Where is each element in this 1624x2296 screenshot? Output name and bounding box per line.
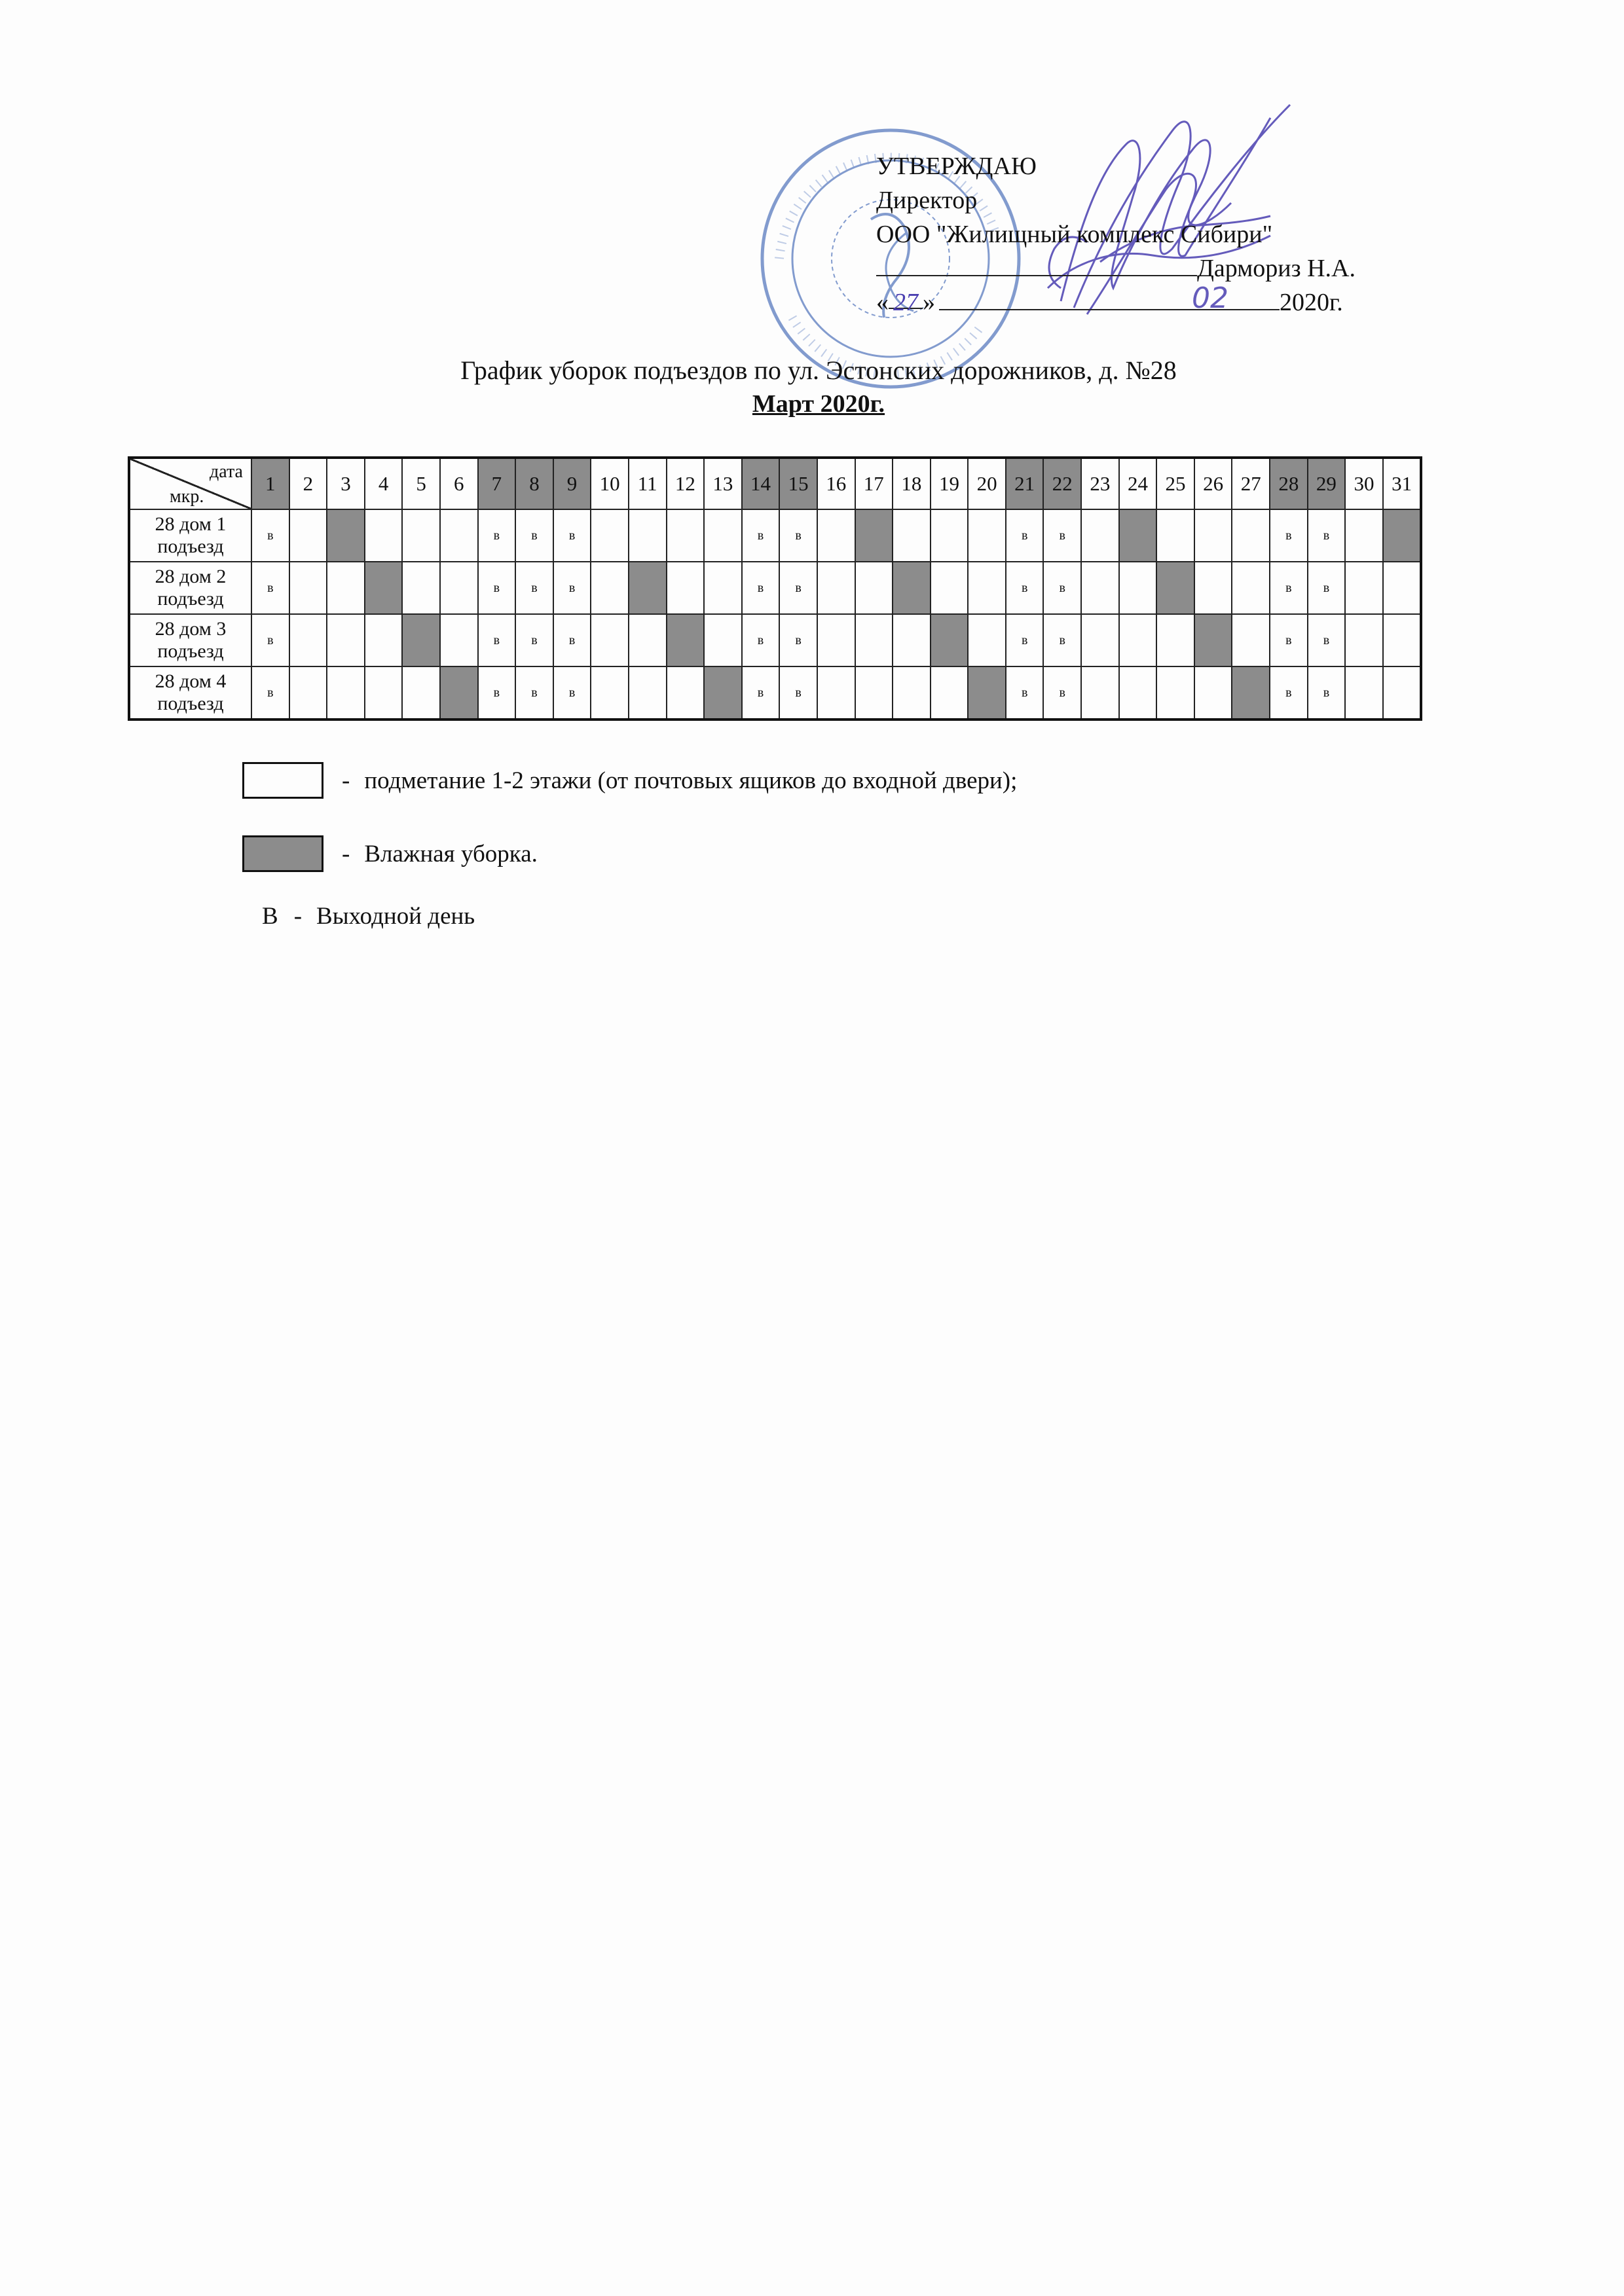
legend-wet [242,835,538,872]
day-off-cell: в [1006,666,1044,720]
sweep-cell [968,614,1006,666]
approval-signer-line [876,251,1374,285]
legend-gray-box [242,835,323,872]
row-label: 28 дом 2 подъезд [129,562,251,614]
day-header: 3 [327,458,365,509]
day-off-cell: в [478,614,516,666]
day-header: 23 [1081,458,1119,509]
sweep-cell [855,666,893,720]
day-header: 2 [289,458,327,509]
day-header: 21 [1006,458,1044,509]
approval-block [876,149,1374,319]
day-off-cell: в [478,562,516,614]
approval-company: ООО "Жилищный комплекс Сибири" [876,221,1273,248]
sweep-cell [1156,509,1194,562]
legend-dash: - [342,840,350,867]
legend-sweep [242,762,1017,799]
day-off-cell: в [1308,562,1346,614]
signature-line [876,253,1197,276]
day-header: 5 [402,458,440,509]
sweep-cell [667,562,705,614]
day-header: 1 [251,458,289,509]
sweep-cell [931,562,969,614]
page-subtitle: Март 2020г. [752,390,885,418]
day-header: 15 [779,458,817,509]
sweep-cell [591,562,629,614]
day-off-cell: в [742,666,780,720]
day-off-cell: в [779,614,817,666]
sweep-cell [1345,562,1383,614]
day-header: 16 [817,458,855,509]
day-header: 12 [667,458,705,509]
sweep-cell [327,666,365,720]
table-row [129,509,1421,562]
sweep-cell [591,614,629,666]
sweep-cell [1081,509,1119,562]
day-off-cell: в [1270,509,1308,562]
sweep-cell [289,509,327,562]
day-off-cell: в [1308,509,1346,562]
day-header: 28 [1270,458,1308,509]
sweep-cell [704,562,742,614]
sweep-cell [402,562,440,614]
wet-cleaning-cell [1383,509,1422,562]
day-off-cell: в [1270,562,1308,614]
page-title: График уборок подъездов по ул. Эстонских дорожников, д. №28 [460,355,1177,385]
sweep-cell [1232,509,1270,562]
day-off-cell: в [1043,509,1081,562]
sweep-cell [440,509,478,562]
wet-cleaning-cell [1156,562,1194,614]
sweep-cell [629,666,667,720]
wet-cleaning-cell [402,614,440,666]
sweep-cell [1081,614,1119,666]
header-corner [129,458,251,509]
day-off-cell: в [1006,614,1044,666]
sweep-cell [1345,509,1383,562]
row-label: 28 дом 1 подъезд [129,509,251,562]
sweep-cell [817,614,855,666]
day-off-cell: в [779,509,817,562]
corner-date-label: дата [210,462,243,482]
sweep-cell [893,614,931,666]
day-off-cell: в [478,509,516,562]
legend-dayoff-text: Выходной день [316,903,475,930]
day-off-cell: в [742,509,780,562]
day-header: 20 [968,458,1006,509]
day-off-cell: в [779,562,817,614]
wet-cleaning-cell [440,666,478,720]
approval-heading: УТВЕРЖДАЮ [876,153,1037,180]
day-header: 14 [742,458,780,509]
legend-dash: - [293,903,303,930]
date-year: 2020г. [1280,289,1343,316]
sweep-cell [402,666,440,720]
legend-dayoff [262,902,475,930]
day-header: 4 [365,458,403,509]
day-off-cell: в [515,562,553,614]
legend-dayoff-letter: В [262,903,278,930]
day-off-cell: в [478,666,516,720]
sweep-cell [1345,614,1383,666]
wet-cleaning-cell [327,509,365,562]
day-header: 26 [1194,458,1232,509]
sweep-cell [667,666,705,720]
day-header: 30 [1345,458,1383,509]
sweep-cell [1383,666,1422,720]
sweep-cell [1119,614,1157,666]
sweep-cell [289,666,327,720]
sweep-cell [629,614,667,666]
day-header: 18 [893,458,931,509]
sweep-cell [629,509,667,562]
day-off-cell: в [251,614,289,666]
legend-wet-text: Влажная уборка. [364,840,538,867]
sweep-cell [817,562,855,614]
day-off-cell: в [515,614,553,666]
day-off-cell: в [779,666,817,720]
day-header: 17 [855,458,893,509]
day-header: 22 [1043,458,1081,509]
day-header: 9 [553,458,591,509]
sweep-cell [704,614,742,666]
day-off-cell: в [553,509,591,562]
day-off-cell: в [251,666,289,720]
day-off-cell: в [553,614,591,666]
sweep-cell [1194,562,1232,614]
day-header: 6 [440,458,478,509]
day-off-cell: в [1043,614,1081,666]
svg-text:02: 02 [1192,282,1228,315]
sweep-cell [855,562,893,614]
row-label: 28 дом 3 подъезд [129,614,251,666]
date-day: 27 [889,285,923,309]
wet-cleaning-cell [365,562,403,614]
sweep-cell [289,562,327,614]
wet-cleaning-cell [1119,509,1157,562]
approval-date [876,285,1374,319]
sweep-cell [1156,614,1194,666]
wet-cleaning-cell [667,614,705,666]
day-off-cell: в [1270,614,1308,666]
date-quote-close: » [923,289,935,316]
sweep-cell [1119,562,1157,614]
sweep-cell [1156,666,1194,720]
sweep-cell [1232,562,1270,614]
sweep-cell [968,562,1006,614]
sweep-cell [402,509,440,562]
sweep-cell [817,509,855,562]
day-off-cell: в [1043,666,1081,720]
legend-dash: - [342,767,350,794]
sweep-cell [817,666,855,720]
day-header: 24 [1119,458,1157,509]
cleaning-schedule-table [128,456,1422,721]
day-off-cell: в [515,666,553,720]
wet-cleaning-cell [1232,666,1270,720]
day-off-cell: в [1270,666,1308,720]
sweep-cell [440,562,478,614]
day-header: 10 [591,458,629,509]
day-off-cell: в [1308,614,1346,666]
day-off-cell: в [742,614,780,666]
sweep-cell [704,509,742,562]
sweep-cell [1194,666,1232,720]
day-off-cell: в [742,562,780,614]
sweep-cell [855,614,893,666]
day-header: 19 [931,458,969,509]
wet-cleaning-cell [931,614,969,666]
day-off-cell: в [1308,666,1346,720]
sweep-cell [365,614,403,666]
sweep-cell [1383,614,1422,666]
wet-cleaning-cell [629,562,667,614]
sweep-cell [893,666,931,720]
date-quote-open: « [876,289,889,316]
day-header: 27 [1232,458,1270,509]
sweep-cell [591,509,629,562]
day-off-cell: в [1006,562,1044,614]
sweep-cell [1232,614,1270,666]
day-header: 11 [629,458,667,509]
sweep-cell [327,614,365,666]
sweep-cell [893,509,931,562]
sweep-cell [931,666,969,720]
day-off-cell: в [251,509,289,562]
header-row [129,458,1421,509]
sweep-cell [1081,562,1119,614]
legend-sweep-text: подметание 1-2 этажи (от почтовых ящиков до входной двери); [364,767,1018,794]
day-off-cell: в [515,509,553,562]
wet-cleaning-cell [893,562,931,614]
sweep-cell [365,509,403,562]
day-header: 31 [1383,458,1422,509]
sweep-cell [1194,509,1232,562]
table-row [129,562,1421,614]
day-off-cell: в [1043,562,1081,614]
sweep-cell [667,509,705,562]
title-block [0,354,1624,420]
sweep-cell [968,509,1006,562]
day-off-cell: в [553,666,591,720]
sweep-cell [365,666,403,720]
sweep-cell [1119,666,1157,720]
sweep-cell [931,509,969,562]
approval-signer: Дармориз Н.А. [1197,255,1356,282]
sweep-cell [1081,666,1119,720]
wet-cleaning-cell [968,666,1006,720]
wet-cleaning-cell [1194,614,1232,666]
day-off-cell: в [1006,509,1044,562]
day-header: 7 [478,458,516,509]
wet-cleaning-cell [855,509,893,562]
date-month-line [939,287,1280,310]
sweep-cell [327,562,365,614]
day-off-cell: в [251,562,289,614]
legend-white-box [242,762,323,799]
wet-cleaning-cell [704,666,742,720]
sweep-cell [591,666,629,720]
table-row [129,666,1421,720]
day-header: 13 [704,458,742,509]
corner-district-label: мкр. [170,486,204,507]
table-row [129,614,1421,666]
sweep-cell [289,614,327,666]
day-header: 25 [1156,458,1194,509]
day-header: 29 [1308,458,1346,509]
approval-position: Директор [876,187,978,214]
sweep-cell [1345,666,1383,720]
row-label: 28 дом 4 подъезд [129,666,251,720]
sweep-cell [440,614,478,666]
day-header: 8 [515,458,553,509]
sweep-cell [1383,562,1422,614]
day-off-cell: в [553,562,591,614]
